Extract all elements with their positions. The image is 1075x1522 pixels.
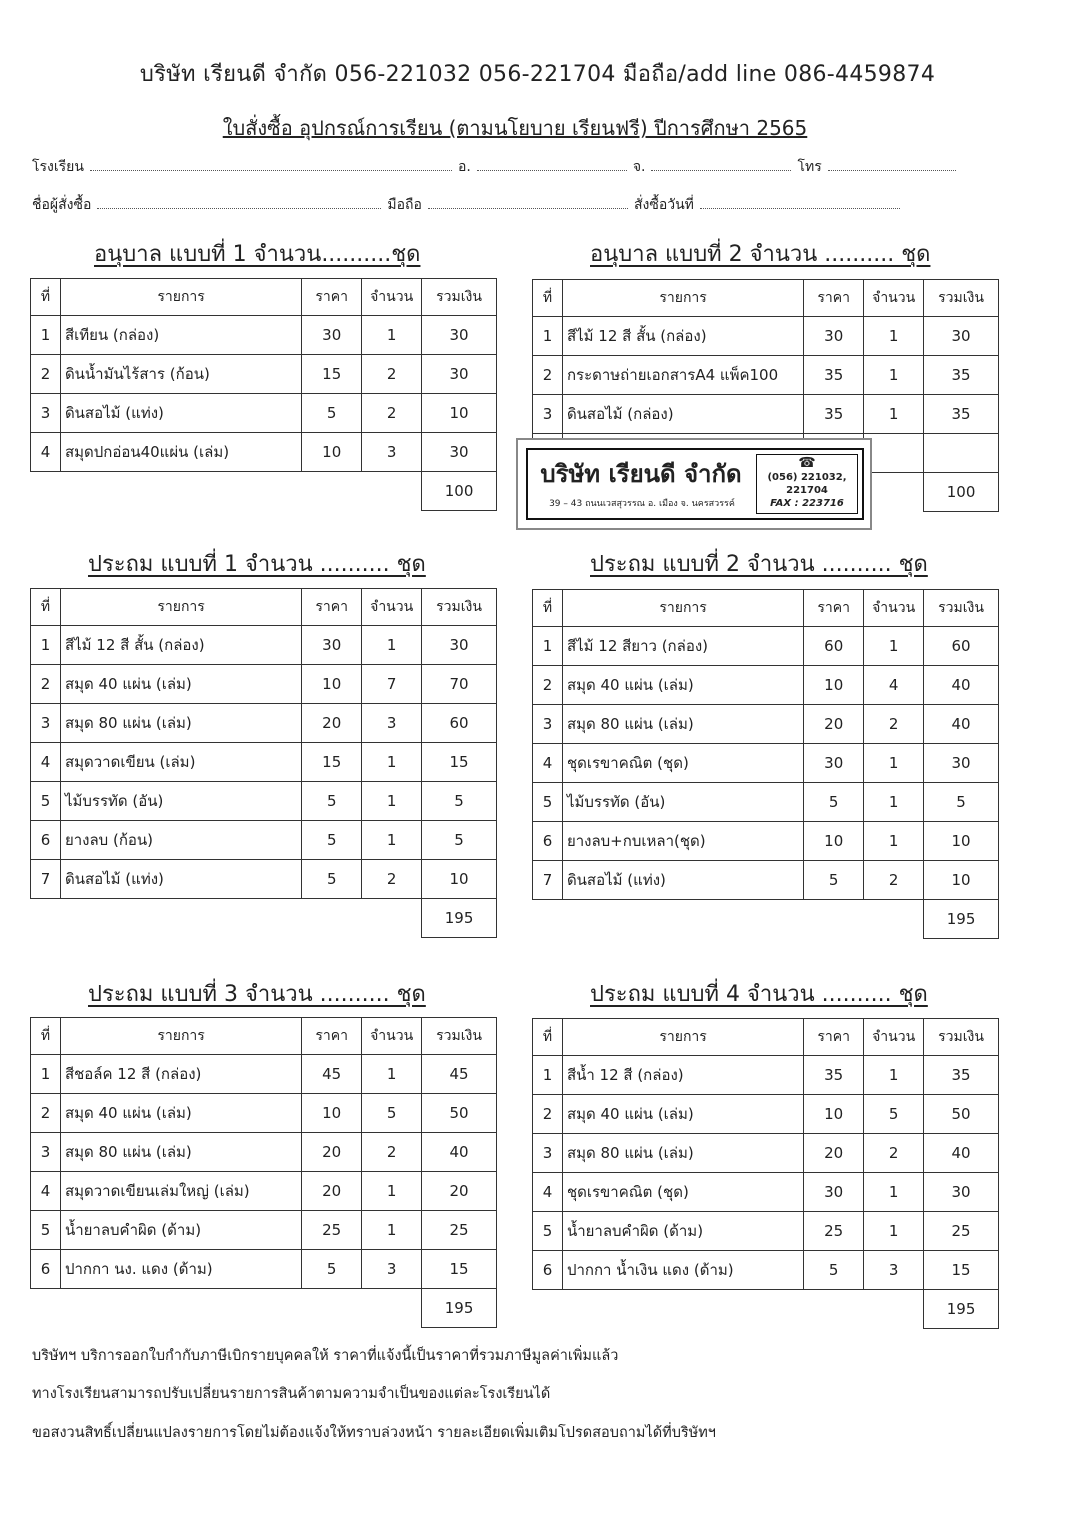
table-row: [31, 1250, 497, 1289]
item-name-cell: สมุด 80 แผ่น (เล่ม): [562, 1134, 803, 1173]
amount-cell: 5: [422, 821, 497, 860]
item-number-cell: 4: [31, 743, 61, 782]
item-number-cell: 6: [31, 1250, 61, 1289]
set-title-primary-3: ประถม แบบที่ 3 จำนวน .......... ชุด: [88, 982, 426, 1007]
item-name-cell: ชุดเรขาคณิต (ชุด): [562, 1173, 803, 1212]
item-number-cell: 6: [31, 821, 61, 860]
quantity-cell: 1: [864, 395, 924, 434]
table-row: [31, 782, 497, 821]
total-spacer: [533, 1290, 924, 1329]
quantity-cell: 3: [362, 1250, 422, 1289]
quantity-cell: 2: [362, 1133, 422, 1172]
table-row: [31, 704, 497, 743]
quantity-cell: 1: [362, 743, 422, 782]
amount-cell: 10: [422, 860, 497, 899]
item-number-cell: 1: [31, 1055, 61, 1094]
column-header: รวมเงิน: [422, 279, 497, 316]
quantity-cell: 2: [362, 394, 422, 433]
price-cell: 5: [302, 860, 362, 899]
stamp-phone-box: [756, 454, 858, 514]
table-row: [533, 1134, 999, 1173]
orderer-field[interactable]: [97, 194, 381, 209]
amount-cell: 10: [422, 394, 497, 433]
price-cell: 10: [804, 822, 864, 861]
stamp-address: 39 – 43 ถนนเวสสุวรรณ อ. เมือง จ. นครสวรรค์: [549, 499, 735, 509]
stamp-company-name: บริษัท เรียนดี จำกัด: [540, 460, 742, 488]
column-header: รวมเงิน: [924, 1019, 999, 1056]
quantity-cell: 1: [864, 1212, 924, 1251]
set-title-primary-2: ประถม แบบที่ 2 จำนวน .......... ชุด: [590, 552, 928, 577]
quantity-cell: 1: [864, 627, 924, 666]
amount-cell: 20: [422, 1172, 497, 1211]
column-header: จำนวน: [864, 1019, 924, 1056]
price-cell: 10: [302, 433, 362, 472]
table-row: [533, 666, 999, 705]
amount-cell: 30: [422, 626, 497, 665]
item-number-cell: 5: [533, 1212, 563, 1251]
total-amount-cell: 195: [924, 900, 999, 939]
amount-cell: 10: [924, 822, 999, 861]
quantity-cell: 2: [864, 1134, 924, 1173]
price-cell: 35: [804, 356, 864, 395]
item-name-cell: ปากกา น้ำเงิน แดง (ด้าม): [562, 1251, 803, 1290]
district-label: อ.: [457, 159, 471, 175]
column-header: ที่: [533, 590, 563, 627]
table-row: [31, 1133, 497, 1172]
price-cell: 20: [302, 1133, 362, 1172]
item-number-cell: 4: [31, 433, 61, 472]
column-header: รวมเงิน: [924, 590, 999, 627]
price-cell: 20: [302, 1172, 362, 1211]
column-header: รายการ: [60, 279, 301, 316]
item-number-cell: 3: [31, 704, 61, 743]
table-row: [31, 394, 497, 433]
phone-field[interactable]: [828, 156, 956, 171]
price-cell: 35: [804, 395, 864, 434]
amount-cell: 25: [924, 1212, 999, 1251]
quantity-cell: 1: [864, 1173, 924, 1212]
amount-cell: 30: [924, 744, 999, 783]
amount-cell: 5: [924, 783, 999, 822]
amount-cell: 15: [422, 743, 497, 782]
price-cell: 10: [804, 666, 864, 705]
table-row: [533, 627, 999, 666]
price-cell: 45: [302, 1055, 362, 1094]
table-row: [31, 316, 497, 355]
quantity-cell: 1: [864, 744, 924, 783]
item-name-cell: ปากกา นง. แดง (ด้าม): [60, 1250, 301, 1289]
item-number-cell: 5: [31, 782, 61, 821]
column-header: รายการ: [60, 589, 301, 626]
item-name-cell: สมุดปกอ่อน40แผ่น (เล่ม): [60, 433, 301, 472]
table-row: [31, 860, 497, 899]
order-table-primary-3: [30, 1017, 497, 1328]
item-number-cell: 3: [533, 395, 563, 434]
price-cell: 5: [302, 821, 362, 860]
item-name-cell: ยางลบ+กบเหลา(ชุด): [562, 822, 803, 861]
quantity-cell: 1: [864, 317, 924, 356]
order-table-primary-2: [532, 589, 999, 939]
item-name-cell: ดินสอไม้ (กล่อง): [562, 395, 803, 434]
price-cell: 25: [302, 1211, 362, 1250]
item-number-cell: 6: [533, 1251, 563, 1290]
table-row: [533, 1095, 999, 1134]
quantity-cell: 1: [864, 356, 924, 395]
price-cell: 10: [804, 1095, 864, 1134]
quantity-cell: 1: [362, 1211, 422, 1250]
quantity-cell: 5: [864, 1095, 924, 1134]
table-header-row: [533, 1019, 999, 1056]
table-row: [533, 395, 999, 434]
table-row: [533, 317, 999, 356]
total-row: [533, 1290, 999, 1329]
column-header: ราคา: [804, 1019, 864, 1056]
column-header: รวมเงิน: [422, 589, 497, 626]
item-name-cell: ดินสอไม้ (แท่ง): [562, 861, 803, 900]
table-row: [533, 861, 999, 900]
quantity-cell: 2: [362, 355, 422, 394]
price-cell: 35: [804, 1056, 864, 1095]
item-number-cell: 6: [533, 822, 563, 861]
orderer-info-row: [32, 194, 982, 216]
column-header: รวมเงิน: [924, 280, 999, 317]
table-header-row: [31, 589, 497, 626]
item-number-cell: 3: [31, 1133, 61, 1172]
item-name-cell: สีชอล์ค 12 สี (กล่อง): [60, 1055, 301, 1094]
price-cell: 30: [302, 316, 362, 355]
table-row: [31, 433, 497, 472]
item-name-cell: ไม้บรรทัด (อัน): [562, 783, 803, 822]
item-number-cell: 1: [533, 317, 563, 356]
table-row: [533, 1212, 999, 1251]
quantity-cell: 1: [362, 316, 422, 355]
amount-cell: 40: [924, 666, 999, 705]
table-header-row: [533, 590, 999, 627]
total-row: [31, 472, 497, 511]
quantity-cell: 7: [362, 665, 422, 704]
item-number-cell: 2: [533, 666, 563, 705]
quantity-cell: 1: [362, 782, 422, 821]
school-field[interactable]: [90, 156, 452, 171]
item-number-cell: 1: [533, 627, 563, 666]
amount-cell: 40: [924, 1134, 999, 1173]
quantity-cell: 3: [362, 704, 422, 743]
stamp-frame: [526, 448, 864, 520]
item-number-cell: 4: [533, 1173, 563, 1212]
price-cell: 20: [302, 704, 362, 743]
item-name-cell: ไม้บรรทัด (อัน): [60, 782, 301, 821]
amount-cell: 15: [924, 1251, 999, 1290]
orderer-label: ชื่อผู้สั่งซื้อ: [32, 197, 92, 213]
column-header: จำนวน: [362, 589, 422, 626]
item-number-cell: 3: [533, 705, 563, 744]
table-row: [31, 626, 497, 665]
column-header: ที่: [31, 1018, 61, 1055]
item-name-cell: น้ำยาลบคำผิด (ด้าม): [60, 1211, 301, 1250]
item-name-cell: สมุด 40 แผ่น (เล่ม): [60, 665, 301, 704]
item-number-cell: 2: [31, 1094, 61, 1133]
quantity-cell: 1: [864, 822, 924, 861]
stamp-phone-2: 221704: [786, 485, 828, 496]
item-name-cell: สีไม้ 12 สี สั้น (กล่อง): [562, 317, 803, 356]
item-name-cell: สมุดวาดเขียนเล่มใหญ่ (เล่ม): [60, 1172, 301, 1211]
mobile-field[interactable]: [428, 194, 628, 209]
column-header: ราคา: [804, 590, 864, 627]
item-name-cell: สมุด 80 แผ่น (เล่ม): [60, 1133, 301, 1172]
price-cell: 25: [804, 1212, 864, 1251]
quantity-cell: 2: [362, 860, 422, 899]
amount-cell: 35: [924, 356, 999, 395]
total-amount-cell: 100: [422, 472, 497, 511]
document-title-text: ใบสั่งซื้อ อุปกรณ์การเรียน (ตามนโยบาย เรียนฟรี) ปีการศึกษา 2565: [222, 116, 808, 140]
item-number-cell: 7: [31, 860, 61, 899]
quantity-cell: 4: [864, 666, 924, 705]
set-title-kindergarten-1: อนุบาล แบบที่ 1 จำนวน..........ชุด: [94, 242, 421, 267]
province-field[interactable]: [651, 156, 791, 171]
order-table-primary-1: [30, 588, 497, 938]
school-info-row: [32, 156, 982, 178]
amount-cell: 50: [924, 1095, 999, 1134]
table-row: [533, 744, 999, 783]
price-cell: 5: [302, 1250, 362, 1289]
phone-label: โทร: [797, 159, 822, 175]
total-amount-cell: 195: [422, 899, 497, 938]
price-cell: 30: [804, 1173, 864, 1212]
amount-cell: 30: [422, 316, 497, 355]
item-number-cell: 5: [31, 1211, 61, 1250]
item-name-cell: ยางลบ (ก้อน): [60, 821, 301, 860]
total-amount-cell: 195: [924, 1290, 999, 1329]
amount-cell: 15: [422, 1250, 497, 1289]
quantity-cell: 2: [864, 861, 924, 900]
total-amount-cell: 195: [422, 1289, 497, 1328]
price-cell: 10: [302, 665, 362, 704]
school-label: โรงเรียน: [32, 159, 84, 175]
amount-cell: 30: [422, 355, 497, 394]
column-header: ราคา: [302, 1018, 362, 1055]
column-header: จำนวน: [864, 280, 924, 317]
total-amount-cell: 100: [924, 473, 999, 512]
item-name-cell: สีไม้ 12 สียาว (กล่อง): [562, 627, 803, 666]
item-number-cell: 2: [31, 665, 61, 704]
item-name-cell: สมุด 40 แผ่น (เล่ม): [562, 1095, 803, 1134]
quantity-cell: 1: [362, 1055, 422, 1094]
column-header: รายการ: [562, 280, 803, 317]
column-header: ราคา: [302, 589, 362, 626]
total-row: [533, 900, 999, 939]
quantity-cell: 3: [864, 1251, 924, 1290]
note-line-3: ขอสงวนสิทธิ์เปลี่ยนแปลงรายการโดยไม่ต้องแจ้งให้ทราบล่วงหน้า รายละเอียดเพิ่มเติมโปรดสอบถามได้ที่บริษัทฯ: [32, 1425, 716, 1441]
amount-cell: 60: [924, 627, 999, 666]
item-number-cell: 2: [533, 356, 563, 395]
column-header: จำนวน: [864, 590, 924, 627]
quantity-cell: 1: [362, 626, 422, 665]
table-header-row: [31, 1018, 497, 1055]
column-header: ราคา: [804, 280, 864, 317]
price-cell: 30: [804, 317, 864, 356]
item-name-cell: สมุด 40 แผ่น (เล่ม): [60, 1094, 301, 1133]
stamp-phone-1: (056) 221032,: [767, 472, 847, 483]
total-spacer: [31, 472, 422, 511]
amount-cell: 35: [924, 395, 999, 434]
table-header-row: [31, 279, 497, 316]
item-name-cell: สมุด 80 แผ่น (เล่ม): [60, 704, 301, 743]
set-title-kindergarten-2: อนุบาล แบบที่ 2 จำนวน .......... ชุด: [590, 242, 931, 267]
item-number-cell: 4: [31, 1172, 61, 1211]
item-number-cell: 3: [533, 1134, 563, 1173]
item-name-cell: ดินน้ำมันไร้สาร (ก้อน): [60, 355, 301, 394]
column-header: รวมเงิน: [422, 1018, 497, 1055]
company-stamp: [516, 438, 872, 530]
order-table-kindergarten-1: [30, 278, 497, 511]
table-row: [31, 355, 497, 394]
amount-cell: 40: [924, 705, 999, 744]
column-header: จำนวน: [362, 279, 422, 316]
item-name-cell: สมุด 40 แผ่น (เล่ม): [562, 666, 803, 705]
order-date-field[interactable]: [700, 194, 900, 209]
item-name-cell: น้ำยาลบคำผิด (ด้าม): [562, 1212, 803, 1251]
amount-cell: 5: [422, 782, 497, 821]
item-name-cell: สมุด 80 แผ่น (เล่ม): [562, 705, 803, 744]
set-title-primary-1: ประถม แบบที่ 1 จำนวน .......... ชุด: [88, 552, 426, 577]
telephone-icon: ☎: [798, 455, 816, 471]
item-name-cell: สีน้ำ 12 สี (กล่อง): [562, 1056, 803, 1095]
item-number-cell: 1: [533, 1056, 563, 1095]
column-header: จำนวน: [362, 1018, 422, 1055]
order-date-label: สั่งซื้อวันที่: [633, 197, 694, 213]
district-field[interactable]: [477, 156, 627, 171]
total-spacer: [533, 900, 924, 939]
item-number-cell: 4: [533, 744, 563, 783]
column-header: รายการ: [562, 590, 803, 627]
table-row: [31, 743, 497, 782]
amount-cell: 30: [924, 1173, 999, 1212]
amount-cell: 45: [422, 1055, 497, 1094]
total-spacer: [31, 899, 422, 938]
item-number-cell: 3: [31, 394, 61, 433]
table-row: [533, 822, 999, 861]
table-row: [533, 1056, 999, 1095]
note-line-2: ทางโรงเรียนสามารถปรับเปลี่ยนรายการสินค้าตามความจำเป็นของแต่ละโรงเรียนได้: [32, 1386, 551, 1402]
item-name-cell: ชุดเรขาคณิต (ชุด): [562, 744, 803, 783]
price-cell: 10: [302, 1094, 362, 1133]
column-header: ที่: [533, 280, 563, 317]
amount-cell: 25: [422, 1211, 497, 1250]
table-row: [31, 1172, 497, 1211]
quantity-cell: 5: [362, 1094, 422, 1133]
column-header: ที่: [31, 279, 61, 316]
item-number-cell: 1: [31, 316, 61, 355]
province-label: จ.: [632, 159, 646, 175]
price-cell: 15: [302, 743, 362, 782]
set-title-primary-4: ประถม แบบที่ 4 จำนวน .......... ชุด: [590, 982, 928, 1007]
column-header: รายการ: [60, 1018, 301, 1055]
amount-cell: 60: [422, 704, 497, 743]
price-cell: 60: [804, 627, 864, 666]
table-header-row: [533, 280, 999, 317]
item-number-cell: 7: [533, 861, 563, 900]
table-row: [31, 665, 497, 704]
item-number-cell: 2: [31, 355, 61, 394]
price-cell: 5: [804, 783, 864, 822]
amount-cell: 35: [924, 1056, 999, 1095]
price-cell: 20: [804, 1134, 864, 1173]
item-name-cell: ดินสอไม้ (แท่ง): [60, 394, 301, 433]
column-header: ที่: [533, 1019, 563, 1056]
amount-cell: 70: [422, 665, 497, 704]
item-name-cell: สีไม้ 12 สี สั้น (กล่อง): [60, 626, 301, 665]
table-row: [533, 705, 999, 744]
table-row: [533, 1173, 999, 1212]
quantity-cell: 1: [864, 783, 924, 822]
quantity-cell: 2: [864, 705, 924, 744]
table-row: [533, 1251, 999, 1290]
amount-cell: 50: [422, 1094, 497, 1133]
price-cell: 5: [804, 1251, 864, 1290]
price-cell: 5: [302, 782, 362, 821]
item-number-cell: 2: [533, 1095, 563, 1134]
table-row: [31, 1055, 497, 1094]
stamp-fax: FAX : 223716: [770, 498, 844, 509]
item-name-cell: กระดาษถ่ายเอกสารA4 แพ็ค100: [562, 356, 803, 395]
quantity-cell: 1: [362, 1172, 422, 1211]
quantity-cell: [864, 434, 924, 473]
table-row: [31, 1211, 497, 1250]
item-name-cell: สมุดวาดเขียน (เล่ม): [60, 743, 301, 782]
quantity-cell: 3: [362, 433, 422, 472]
amount-cell: [924, 434, 999, 473]
table-row: [533, 783, 999, 822]
order-table-primary-4: [532, 1018, 999, 1329]
total-spacer: [31, 1289, 422, 1328]
company-header: บริษัท เรียนดี จำกัด 056-221032 056-221704 มือถือ/add line 086-4459874: [139, 62, 936, 87]
document-title: [0, 112, 1030, 144]
price-cell: 15: [302, 355, 362, 394]
total-row: [31, 899, 497, 938]
price-cell: 30: [804, 744, 864, 783]
table-row: [31, 821, 497, 860]
note-line-1: บริษัทฯ บริการออกใบกำกับภาษีเบิกรายบุคคลให้ ราคาที่แจ้งนี้เป็นราคาที่รวมภาษีมูลค่าเพิ่มแล้ว: [32, 1348, 619, 1364]
price-cell: 5: [302, 394, 362, 433]
amount-cell: 40: [422, 1133, 497, 1172]
price-cell: 20: [804, 705, 864, 744]
price-cell: 30: [302, 626, 362, 665]
item-number-cell: 1: [31, 626, 61, 665]
column-header: รายการ: [562, 1019, 803, 1056]
table-row: [31, 1094, 497, 1133]
total-row: [31, 1289, 497, 1328]
mobile-label: มือถือ: [387, 197, 422, 213]
quantity-cell: 1: [362, 821, 422, 860]
item-number-cell: 5: [533, 783, 563, 822]
column-header: ที่: [31, 589, 61, 626]
item-name-cell: สีเทียน (กล่อง): [60, 316, 301, 355]
amount-cell: 30: [924, 317, 999, 356]
amount-cell: 10: [924, 861, 999, 900]
amount-cell: 30: [422, 433, 497, 472]
item-name-cell: ดินสอไม้ (แท่ง): [60, 860, 301, 899]
quantity-cell: 1: [864, 1056, 924, 1095]
price-cell: 5: [804, 861, 864, 900]
table-row: [533, 356, 999, 395]
column-header: ราคา: [302, 279, 362, 316]
